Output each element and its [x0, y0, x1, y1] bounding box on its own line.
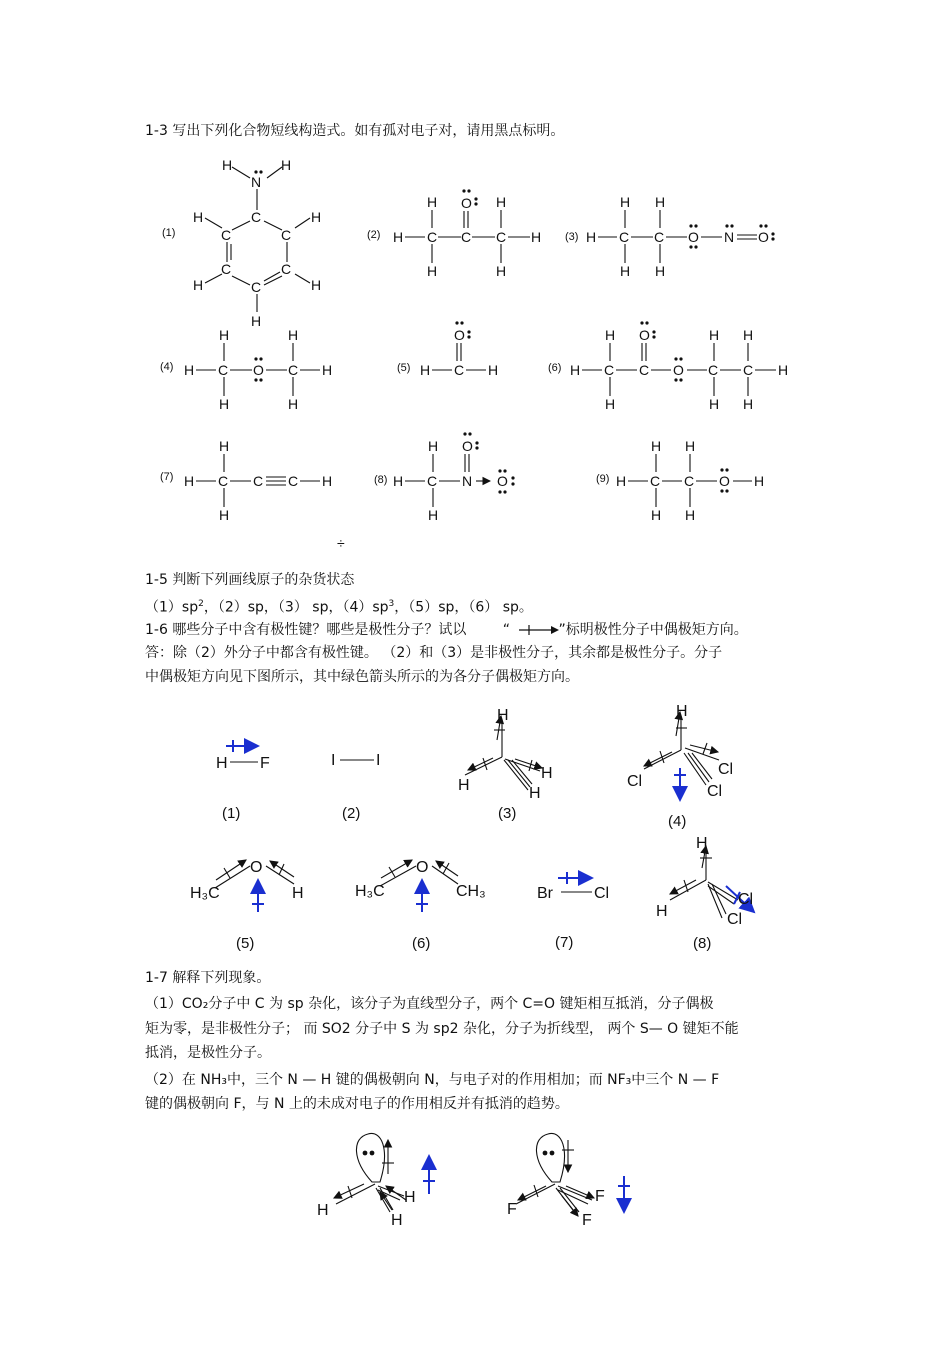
svg-text:C: C: [650, 473, 661, 489]
svg-text:H: H: [605, 327, 616, 343]
svg-text:H: H: [696, 835, 708, 852]
svg-text:C: C: [461, 229, 472, 245]
svg-text:CH₃: CH₃: [456, 883, 486, 900]
svg-text:H: H: [620, 263, 631, 279]
svg-text:H: H: [458, 777, 470, 794]
svg-text:H: H: [496, 194, 507, 210]
label-3: (3): [565, 231, 579, 243]
svg-text:Cl: Cl: [707, 783, 723, 800]
dipole-6-dimethyl-ether: [355, 859, 486, 952]
svg-text:H: H: [778, 362, 789, 378]
svg-text:C: C: [619, 229, 630, 245]
svg-text:O: O: [688, 229, 699, 245]
svg-text:(4): (4): [668, 813, 687, 830]
svg-text:F: F: [507, 1201, 517, 1218]
q17-p2-line2: 键的偶极朝向 F，与 N 上的未成对电子的作用相反并有抵消的趋势。: [145, 1096, 569, 1112]
divide-sign: ÷: [337, 535, 345, 551]
svg-text:C: C: [218, 362, 229, 378]
svg-text:C: C: [251, 209, 262, 225]
svg-text:C: C: [221, 227, 232, 243]
svg-text:H: H: [281, 157, 292, 173]
svg-text:N: N: [251, 174, 262, 190]
svg-text:O: O: [253, 362, 264, 378]
svg-text:Cl: Cl: [727, 911, 743, 928]
svg-text:H: H: [586, 229, 597, 245]
svg-text:(8): (8): [693, 935, 712, 952]
svg-text:H: H: [184, 362, 195, 378]
svg-text:H: H: [685, 507, 696, 523]
svg-text:H: H: [685, 438, 696, 454]
svg-text:O: O: [416, 859, 429, 876]
svg-text:H: H: [709, 327, 720, 343]
figure-nh3: [317, 1133, 435, 1229]
svg-text:H: H: [311, 277, 322, 293]
svg-text:H: H: [404, 1189, 416, 1206]
svg-text:H: H: [605, 396, 616, 412]
svg-text:H: H: [655, 263, 666, 279]
svg-text:H: H: [251, 313, 262, 329]
svg-text:O: O: [719, 473, 730, 489]
q16-heading: 1-6 哪些分子中含有极性键？哪些是极性分子？试以 “ ”标明极性分子中偶极矩方向。: [145, 622, 748, 638]
svg-text:C: C: [639, 362, 650, 378]
q15-answer: $(1)sp^2$，（2）sp，（3） sp，$(4)sp^3$，（5）sp，（6） sp。: [145, 599, 533, 616]
svg-text:F: F: [582, 1212, 592, 1229]
svg-text:(5): (5): [236, 935, 255, 952]
dipole-1-hf: [216, 740, 270, 822]
svg-text:H: H: [420, 362, 431, 378]
label-8: (8): [374, 474, 388, 486]
structure-4-dimethyl-ether: [184, 327, 332, 412]
label-5: (5): [397, 362, 411, 374]
svg-text:H: H: [709, 396, 720, 412]
svg-text:N: N: [724, 229, 735, 245]
svg-text:H: H: [322, 362, 333, 378]
structure-5-formaldehyde: [420, 321, 498, 378]
q17-p1-line1: （1）CO₂分子中 C 为 sp 杂化，该分子为直线型分子，两个 C=O 键矩相互抵消，分子偶极: [145, 996, 714, 1012]
q13-heading: 1-3 写出下列化合物短线构造式。如有孤对电子对，请用黑点标明。: [145, 123, 565, 139]
svg-text:H: H: [219, 396, 230, 412]
structure-6-ethyl-acetate: [570, 321, 788, 412]
svg-text:Br: Br: [537, 885, 553, 902]
svg-text:H: H: [656, 903, 668, 920]
figure-nf3: [507, 1133, 630, 1229]
svg-text:H: H: [570, 362, 581, 378]
q15-heading: 1-5 判断下列画线原子的杂货状态: [145, 572, 355, 588]
dipole-3-methane: [458, 707, 553, 822]
svg-text:C: C: [454, 362, 465, 378]
svg-text:H: H: [311, 209, 322, 225]
svg-text:O: O: [250, 859, 263, 876]
dipole-7-brcl: [537, 872, 609, 951]
svg-text:C: C: [427, 229, 438, 245]
svg-text:H: H: [488, 362, 499, 378]
svg-text:(2): (2): [342, 805, 361, 822]
svg-text:C: C: [427, 473, 438, 489]
q17-heading: 1-7 解释下列现象。: [145, 970, 271, 986]
structure-9-ethanol: [616, 438, 764, 523]
svg-text:H: H: [497, 707, 509, 724]
svg-text:H₃C: H₃C: [190, 885, 220, 902]
svg-text:H: H: [428, 438, 439, 454]
q16-answer-1: 答：除（2）外分子中都含有极性键。 （2）和（3）是非极性分子，其余都是极性分子。分子: [145, 645, 723, 661]
svg-text:H: H: [616, 473, 627, 489]
svg-text:F: F: [260, 755, 270, 772]
svg-text:C: C: [288, 362, 299, 378]
svg-text:(1): (1): [222, 805, 241, 822]
svg-text:O: O: [673, 362, 684, 378]
svg-text:C: C: [253, 473, 264, 489]
svg-text:H: H: [288, 396, 299, 412]
q17-p2-line1: （2）在 NH₃中，三个 N — H 键的偶极朝向 N，与电子对的作用相加；而 NF₃中三个 N — F: [145, 1072, 720, 1088]
svg-text:H: H: [620, 194, 631, 210]
svg-text:H: H: [676, 703, 688, 720]
svg-text:H: H: [743, 396, 754, 412]
svg-text:H: H: [219, 327, 230, 343]
svg-text:C: C: [684, 473, 695, 489]
label-7: (7): [160, 471, 174, 483]
svg-text:H: H: [651, 507, 662, 523]
structure-2-acetone: [393, 189, 541, 279]
svg-text:H: H: [216, 755, 228, 772]
svg-text:I: I: [376, 752, 381, 769]
svg-text:H: H: [541, 765, 553, 782]
svg-text:H: H: [531, 229, 542, 245]
svg-text:C: C: [708, 362, 719, 378]
svg-text:C: C: [604, 362, 615, 378]
svg-text:H: H: [427, 263, 438, 279]
svg-text:C: C: [281, 261, 292, 277]
svg-text:C: C: [743, 362, 754, 378]
svg-text:Cl: Cl: [627, 773, 643, 790]
svg-text:O: O: [758, 229, 769, 245]
svg-text:Cl: Cl: [594, 885, 610, 902]
svg-text:Cl: Cl: [738, 891, 754, 908]
label-9: (9): [596, 473, 610, 485]
svg-text:H: H: [428, 507, 439, 523]
svg-text:H: H: [427, 194, 438, 210]
label-4: (4): [160, 361, 174, 373]
svg-text:H: H: [317, 1202, 329, 1219]
svg-text:H: H: [184, 473, 195, 489]
structure-1-aniline: [193, 157, 321, 329]
q17-p1-line3: 抵消，是极性分子。: [145, 1045, 271, 1061]
dipole-4-chloroform: [627, 703, 733, 830]
svg-text:H: H: [754, 473, 765, 489]
svg-text:Cl: Cl: [718, 761, 734, 778]
svg-text:H: H: [529, 785, 541, 802]
structure-7-propyne: [184, 438, 332, 523]
svg-text:H₃C: H₃C: [355, 883, 385, 900]
svg-text:H: H: [193, 209, 204, 225]
label-6: (6): [548, 362, 562, 374]
svg-text:H: H: [743, 327, 754, 343]
svg-text:C: C: [288, 473, 299, 489]
svg-text:H: H: [393, 229, 404, 245]
svg-text:O: O: [462, 438, 473, 454]
dipole-8-dichloromethane: [656, 835, 754, 952]
svg-text:H: H: [219, 507, 230, 523]
structure-3-ethyl-nitrite: [586, 194, 775, 279]
svg-text:O: O: [639, 327, 650, 343]
svg-text:H: H: [219, 438, 230, 454]
label-2: (2): [367, 229, 381, 241]
svg-text:(7): (7): [555, 934, 574, 951]
svg-text:H: H: [322, 473, 333, 489]
svg-text:H: H: [193, 277, 204, 293]
label-1: (1): [162, 227, 176, 239]
svg-text:F: F: [595, 1188, 605, 1205]
svg-text:H: H: [393, 473, 404, 489]
dipole-5-methanol: [190, 859, 304, 952]
q16-answer-2: 中偶极矩方向见下图所示，其中绿色箭头所示的为各分子偶极矩方向。: [145, 669, 579, 685]
structure-8-nitromethane: [393, 432, 515, 523]
svg-text:O: O: [461, 195, 472, 211]
svg-text:H: H: [292, 885, 304, 902]
svg-text:O: O: [454, 327, 465, 343]
svg-text:H: H: [288, 327, 299, 343]
svg-text:I: I: [331, 752, 336, 769]
svg-text:C: C: [251, 279, 262, 295]
dipole-2-iodine: [331, 752, 380, 822]
svg-text:C: C: [218, 473, 229, 489]
svg-text:C: C: [496, 229, 507, 245]
svg-text:O: O: [497, 473, 508, 489]
svg-text:(6): (6): [412, 935, 431, 952]
svg-text:(3): (3): [498, 805, 517, 822]
q17-p1-line2: 矩为零，是非极性分子； 而 SO2 分子中 S 为 sp2 杂化，分子为折线型， 两个 S— O 键矩不能: [145, 1021, 739, 1037]
svg-text:H: H: [655, 194, 666, 210]
svg-text:H: H: [496, 263, 507, 279]
svg-text:H: H: [651, 438, 662, 454]
svg-text:H: H: [222, 157, 233, 173]
svg-text:C: C: [221, 261, 232, 277]
svg-text:C: C: [281, 227, 292, 243]
svg-text:H: H: [391, 1212, 403, 1229]
svg-text:N: N: [462, 473, 473, 489]
svg-text:C: C: [654, 229, 665, 245]
